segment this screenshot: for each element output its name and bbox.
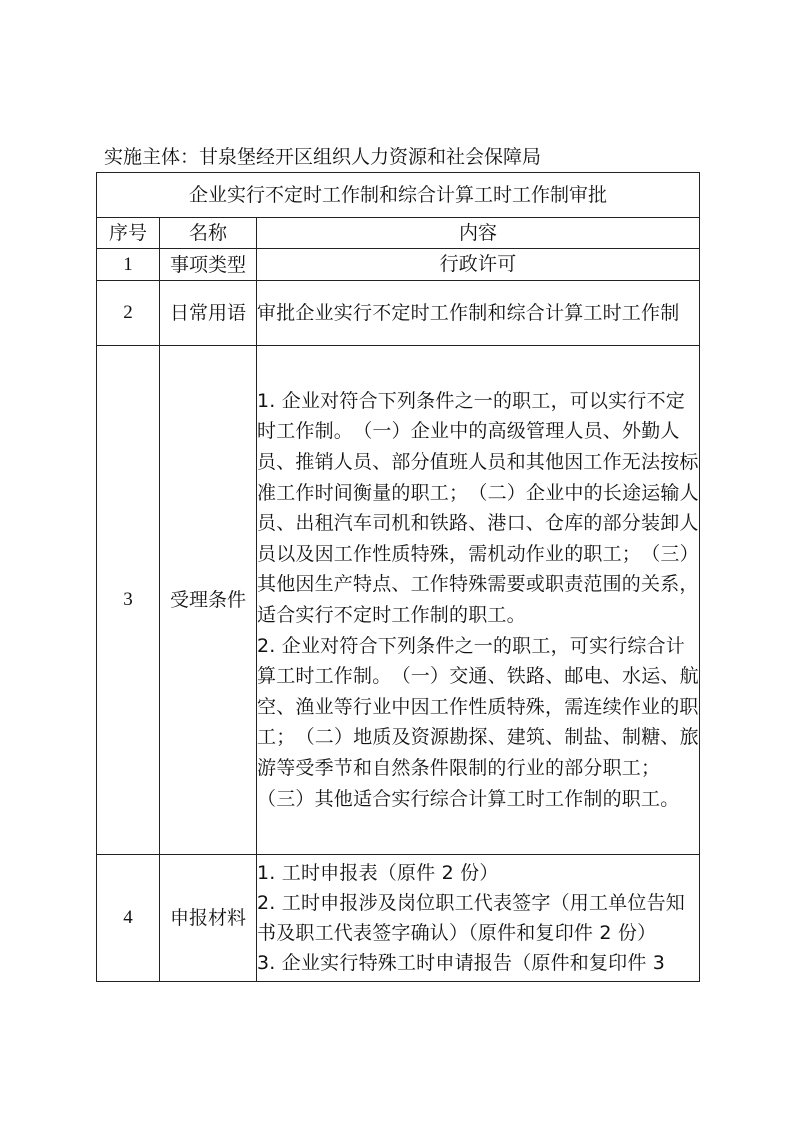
row-content	[257, 281, 700, 346]
row-content	[257, 855, 700, 982]
column-header-number: 序号	[97, 218, 160, 249]
implementer-line: 实施主体：甘泉堡经开区组织人力资源和社会保障局	[104, 146, 542, 168]
column-header-content: 内容	[257, 218, 700, 249]
content-paragraph: 2. 企业对符合下列条件之一的职工，可实行综合计算工时工作制。 （一）交通、铁路、邮电、水运、航空、渔业等行业中因工作性质特殊，需连续作业的职工； （二）地质及资源勘探、建筑、制盐、制糖、旅游等受季节和自然条件限制的行业的部分职工； （三）其他适合实行综合计算工时工作制的职工。	[257, 634, 699, 810]
row-number: 4	[97, 855, 160, 982]
column-header-row	[97, 218, 700, 249]
content-paragraph: 3. 企业实行特殊工时申请报告（原件和复印件 3	[257, 952, 666, 974]
row-content: 行政许可	[257, 249, 700, 281]
row-number: 2	[97, 281, 160, 346]
row-name: 申报材料	[160, 855, 257, 982]
row-name: 事项类型	[160, 249, 257, 281]
table-row	[97, 281, 700, 346]
content-paragraph: 1. 工时申报表（原件 2 份）	[257, 862, 499, 884]
content-paragraph: 审批企业实行不定时工作制和综合计算工时工作制	[257, 301, 680, 324]
row-number: 1	[97, 249, 160, 281]
row-number: 3	[97, 346, 160, 855]
row-name: 受理条件	[160, 346, 257, 855]
approval-table	[96, 172, 700, 982]
table-row	[97, 249, 700, 281]
row-name: 日常用语	[160, 281, 257, 346]
table-row	[97, 855, 700, 982]
table-title: 企业实行不定时工作制和综合计算工时工作制审批	[97, 173, 700, 218]
content-paragraph: 2. 工时申报涉及岗位职工代表签字（用工单位告知书及职工代表签字确认）（原件和复印件 2 份）	[257, 892, 685, 944]
column-header-name: 名称	[160, 218, 257, 249]
table-row	[97, 346, 700, 855]
content-paragraph: 1. 企业对符合下列条件之一的职工，可以实行不定时工作制。 （一）企业中的高级管理人员、外勤人员、推销人员、部分值班人员和其他因工作无法按标准工作时间衡量的职工； （二）企业中的长途运输人员、出租汽车司机和铁路、港口、仓库的部分装卸人员以及因工作性质特殊，需机动作业的职工； （三）其他因生产特点、工作特殊需要或职责范围的关系，适合实行不定时工作制的职工。	[257, 389, 699, 626]
title-row	[97, 173, 700, 218]
row-content	[257, 346, 700, 855]
